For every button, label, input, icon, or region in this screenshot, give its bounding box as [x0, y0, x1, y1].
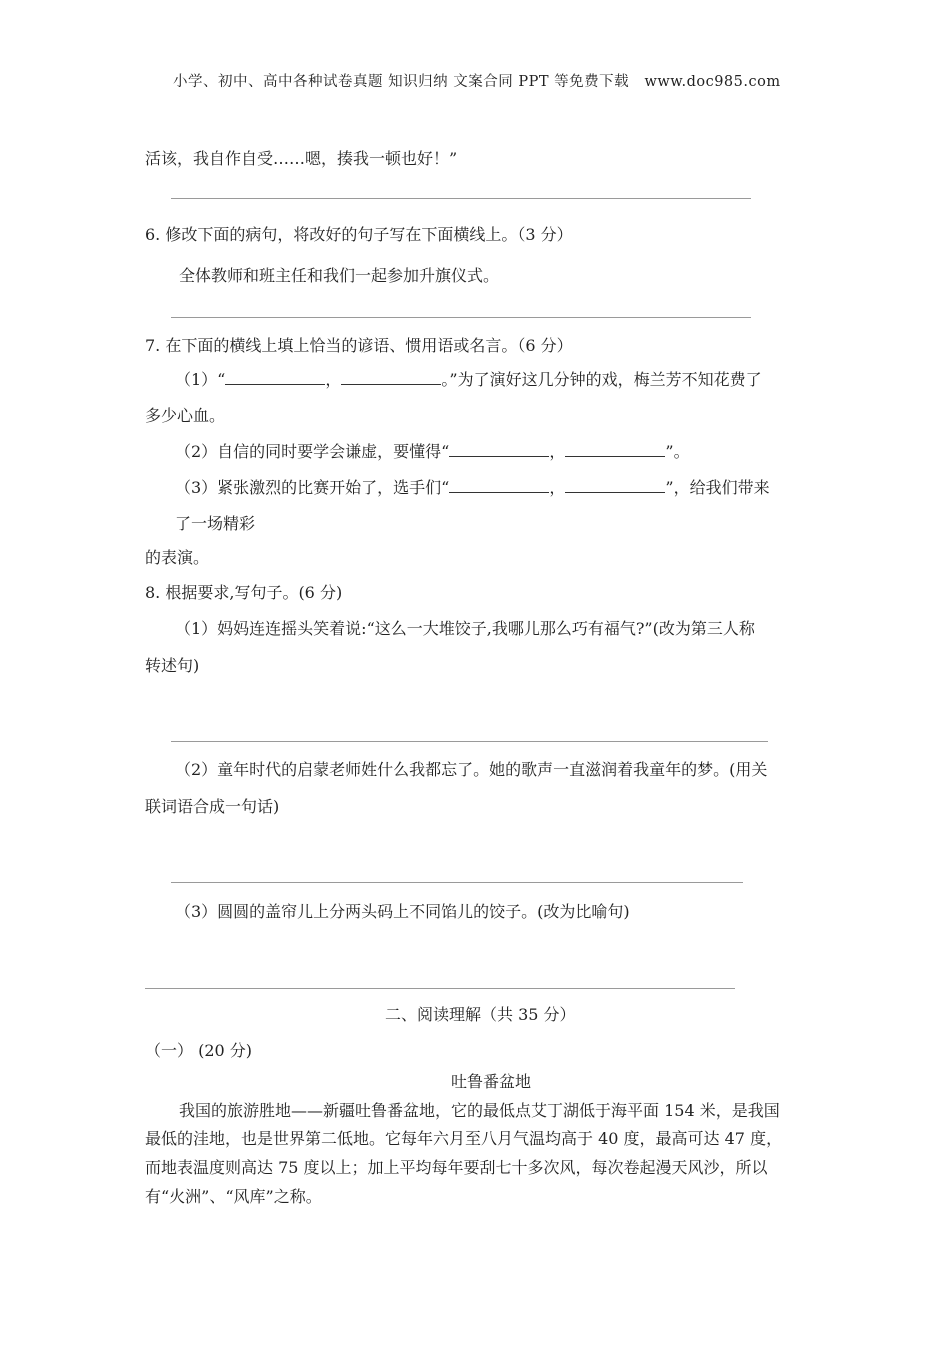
fill-blank[interactable]	[565, 442, 665, 457]
q7-item3-pre: （3）紧张激烈的比赛开始了，选手们“	[175, 478, 450, 497]
answer-line	[145, 988, 735, 989]
header-text: 小学、初中、高中各种试卷真题 知识归纳 文案合同 PPT 等免费下载	[173, 74, 630, 90]
passage-line-4: 有“火洲”、“风库”之称。	[145, 1187, 322, 1206]
q8-title: 8. 根据要求,写句子。(6 分)	[145, 583, 343, 602]
q8-item2-line1: （2）童年时代的启蒙老师姓什么我都忘了。她的歌声一直滋润着我童年的梦。(用关	[175, 760, 768, 779]
fill-blank[interactable]	[449, 478, 549, 493]
q8-item3: （3）圆圆的盖帘儿上分两头码上不同馅儿的饺子。(改为比喻句)	[175, 902, 630, 921]
passage-title: 吐鲁番盆地	[451, 1072, 532, 1091]
page-header	[173, 70, 781, 91]
answer-line	[171, 317, 751, 318]
q7-item2-mid: ，	[549, 442, 566, 461]
q7-item2-post: ”。	[665, 442, 690, 461]
q6-sentence: 全体教师和班主任和我们一起参加升旗仪式。	[179, 266, 500, 285]
q7-item1-post: 。”为了演好这几分钟的戏，梅兰芳不知花费了	[441, 370, 762, 389]
q5-tail-text: 活该，我自作自受……嗯，揍我一顿也好！”	[145, 149, 458, 168]
passage-line-1: 我国的旅游胜地——新疆吐鲁番盆地，它的最低点艾丁湖低于海平面 154 米，是我国	[179, 1101, 780, 1120]
q7-item1-pre: （1）“	[175, 370, 226, 389]
q7-item-3	[175, 478, 770, 498]
q6-title: 6. 修改下面的病句，将改好的句子写在下面横线上。（3 分）	[145, 225, 573, 244]
q7-item1-mid: ，	[325, 370, 342, 389]
passage-line-2: 最低的洼地，也是世界第二低地。它每年六月至八月气温均高于 40 度，最高可达 47 度，	[145, 1129, 783, 1148]
q7-item3-cont2: 的表演。	[145, 548, 210, 567]
q8-item2-line2: 联词语合成一句话)	[145, 797, 280, 816]
answer-line	[171, 882, 743, 883]
q7-item3-mid: ，	[549, 478, 566, 497]
answer-line	[171, 741, 768, 742]
fill-blank[interactable]	[225, 370, 325, 385]
q7-item3-post: ”，给我们带来	[665, 478, 770, 497]
answer-line	[171, 198, 751, 199]
q7-item1-cont: 多少心血。	[145, 406, 226, 425]
q7-item-2	[175, 442, 690, 462]
q7-item3-cont1: 了一场精彩	[175, 514, 256, 533]
q8-item1-line2: 转述句)	[145, 656, 200, 675]
section2-title: 二、阅读理解（共 35 分）	[385, 1005, 576, 1024]
fill-blank[interactable]	[449, 442, 549, 457]
section2-part1: （一） (20 分)	[145, 1041, 253, 1060]
q7-item2-pre: （2）自信的同时要学会谦虚，要懂得“	[175, 442, 450, 461]
fill-blank[interactable]	[565, 478, 665, 493]
q7-item-1	[175, 370, 762, 390]
fill-blank[interactable]	[341, 370, 441, 385]
q8-item1-line1: （1）妈妈连连摇头笑着说:“这么一大堆饺子,我哪儿那么巧有福气?”(改为第三人称	[175, 619, 755, 638]
q7-title: 7. 在下面的横线上填上恰当的谚语、惯用语或名言。（6 分）	[145, 336, 573, 355]
passage-line-3: 而地表温度则高达 75 度以上；加上平均每年要刮七十多次风，每次卷起漫天风沙，所以	[145, 1158, 768, 1177]
header-url: www.doc985.com	[644, 74, 781, 90]
